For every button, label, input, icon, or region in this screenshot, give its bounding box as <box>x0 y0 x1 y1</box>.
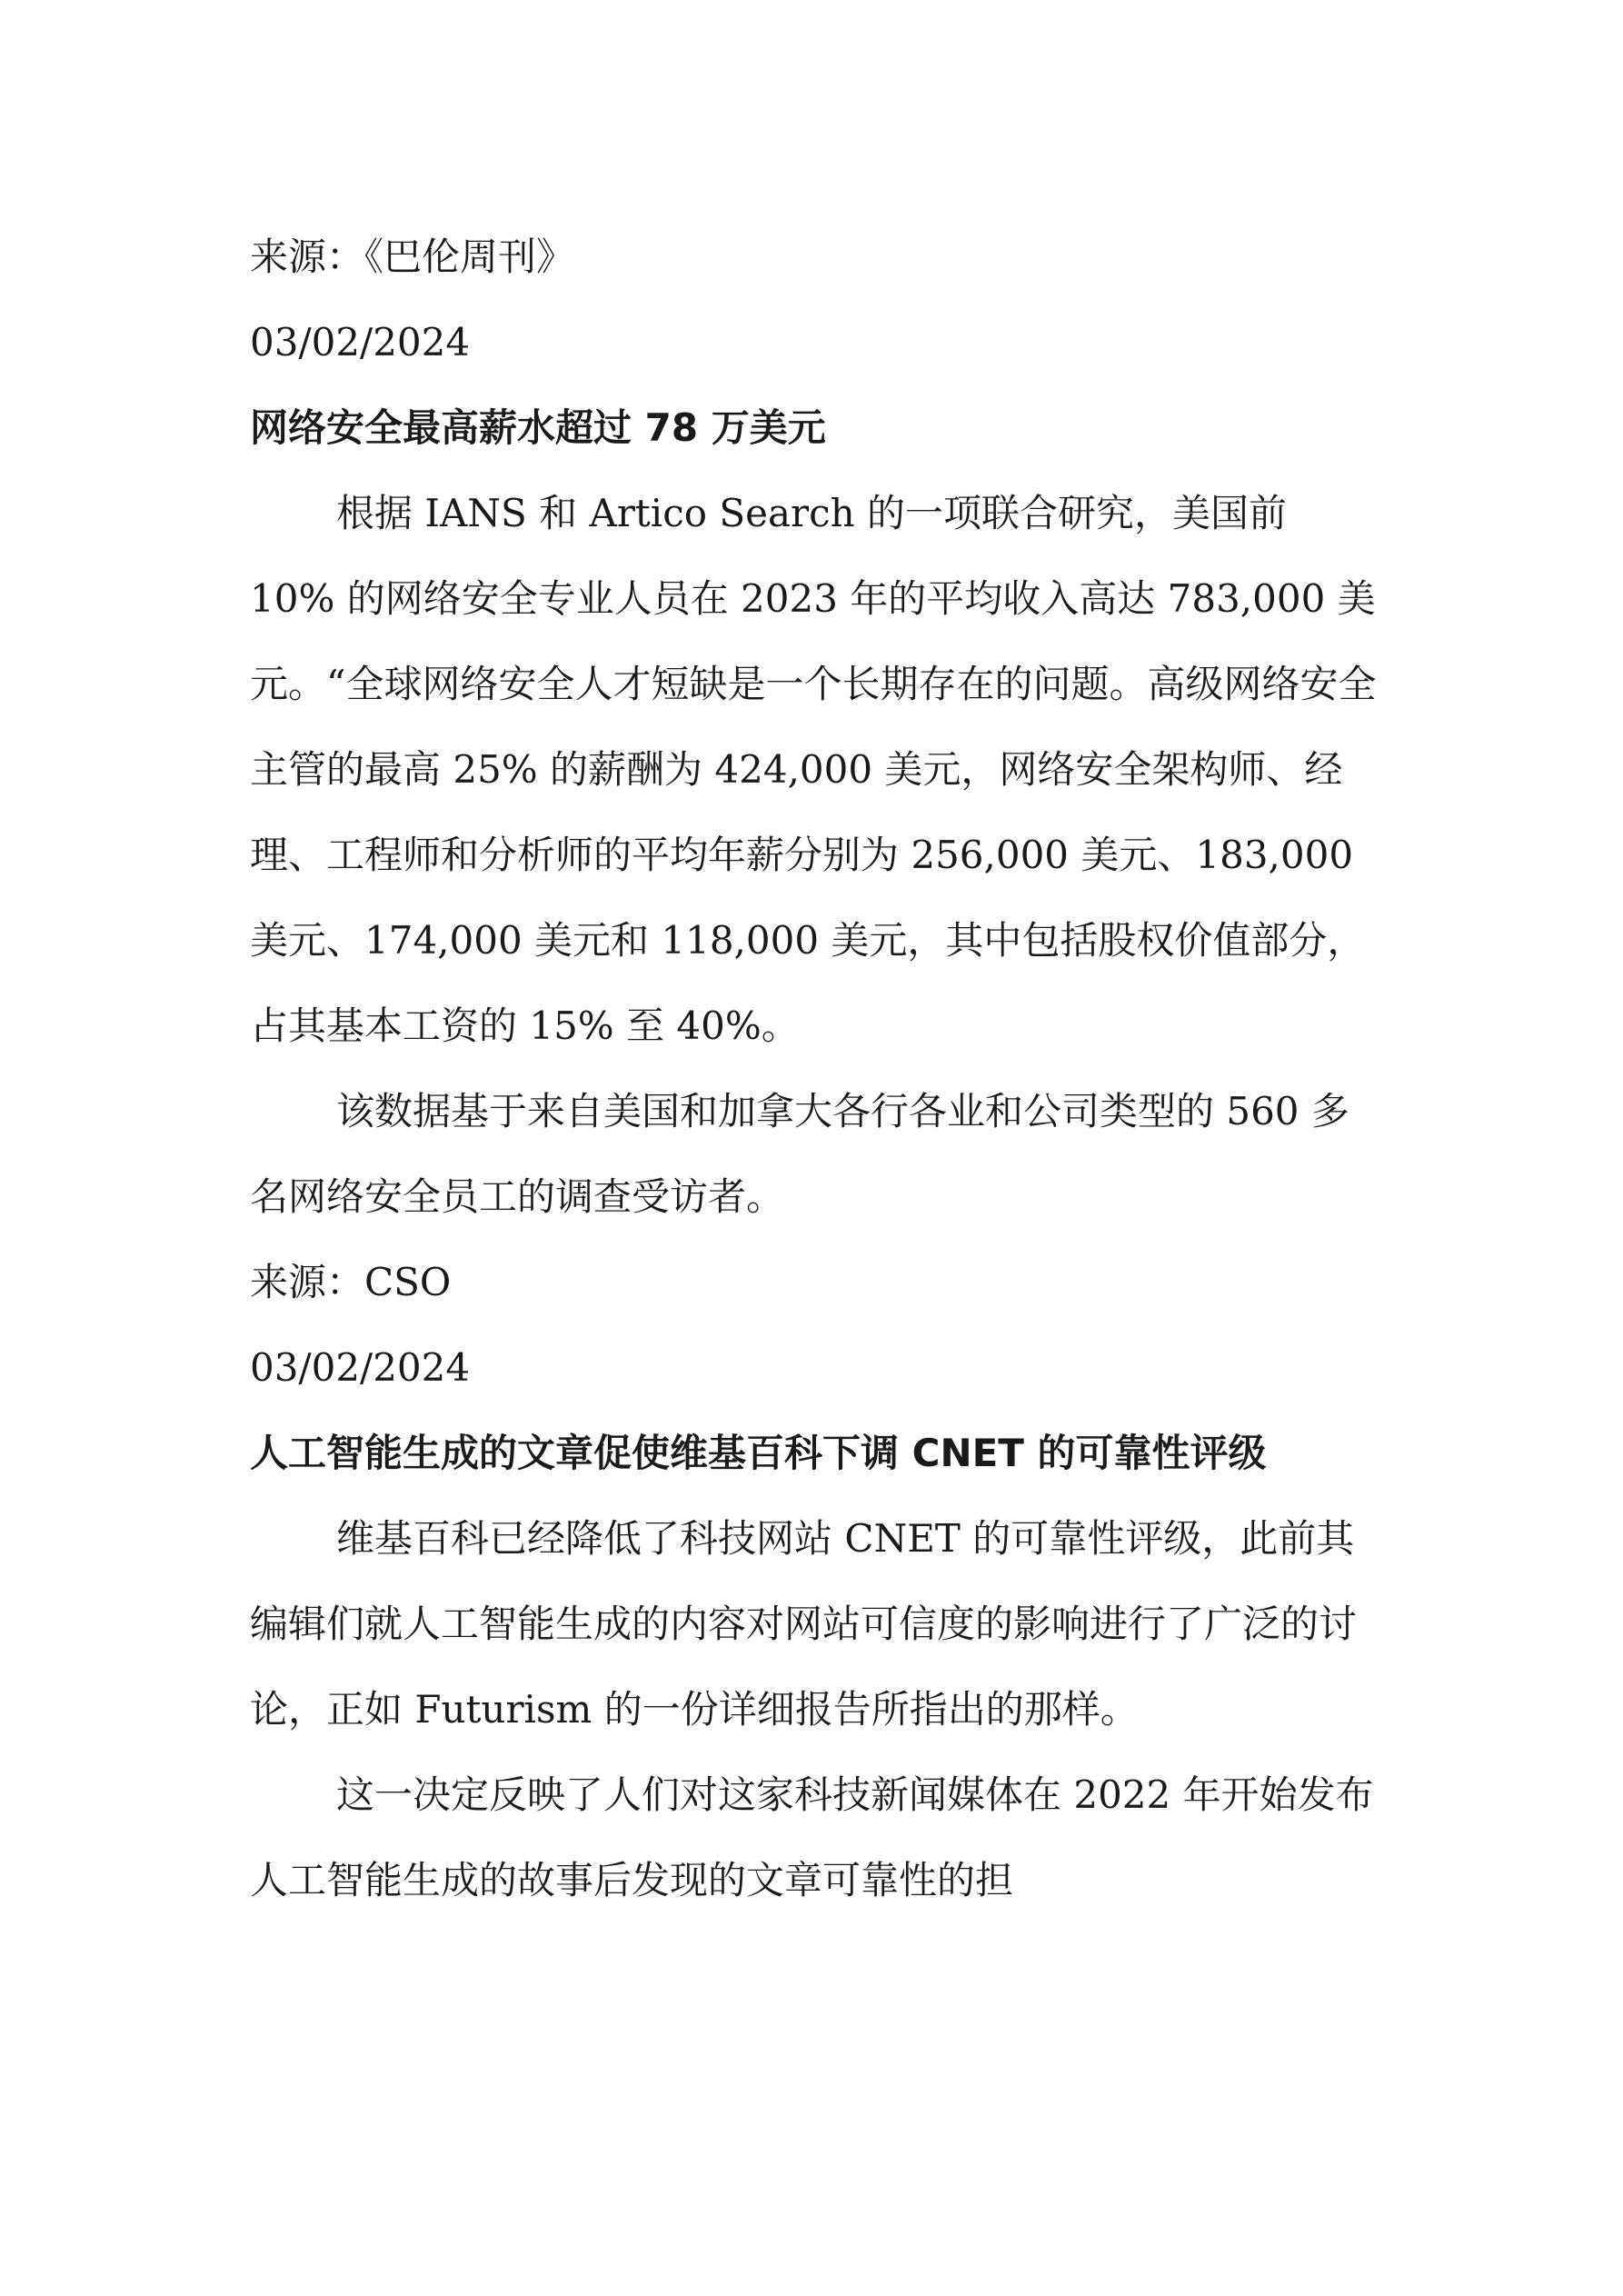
article-title: 网络安全最高薪水超过 78 万美元 <box>250 405 826 450</box>
article-paragraph: 该数据基于来自美国和加拿大各行各业和公司类型的 560 多名网络安全员工的调查受访者。 <box>250 1089 1349 1219</box>
article-title: 人工智能生成的文章促使维基百科下调 CNET 的可靠性评级 <box>250 1431 1267 1475</box>
date-line: 03/02/2024 <box>250 1345 471 1390</box>
article-paragraph: 根据 IANS 和 Artico Search 的一项联合研究，美国前 10% 的网络安全专业人员在 2023 年的平均收入高达 783,000 美元。“全球网络安全人才短缺是一个长期存在的问题。高级网络安全主管的最高 25% 的薪酬为 424,000 美元，网络安全架构师、经理、工程师和分析师的平均年薪分别为 256,000 美元、183,000 美元、174,000 美元和 118,000 美元，其中包括股权价值部分，占其基本工资的 15% 至 40%。 <box>250 491 1377 1048</box>
article-paragraph: 维基百科已经降低了科技网站 CNET 的可靠性评级，此前其编辑们就人工智能生成的内容对网站可信度的影响进行了广泛的讨论，正如 Futurism 的一份详细报告所指出的那样。 <box>250 1516 1358 1732</box>
document-page <box>250 215 1377 1923</box>
source-line: 来源：《巴伦周刊》 <box>250 235 575 279</box>
source-line: 来源：CSO <box>250 1260 452 1304</box>
article-paragraph: 这一决定反映了人们对这家科技新闻媒体在 2022 年开始发布人工智能生成的故事后发现的文章可靠性的担 <box>250 1772 1374 1902</box>
date-line: 03/02/2024 <box>250 320 471 364</box>
